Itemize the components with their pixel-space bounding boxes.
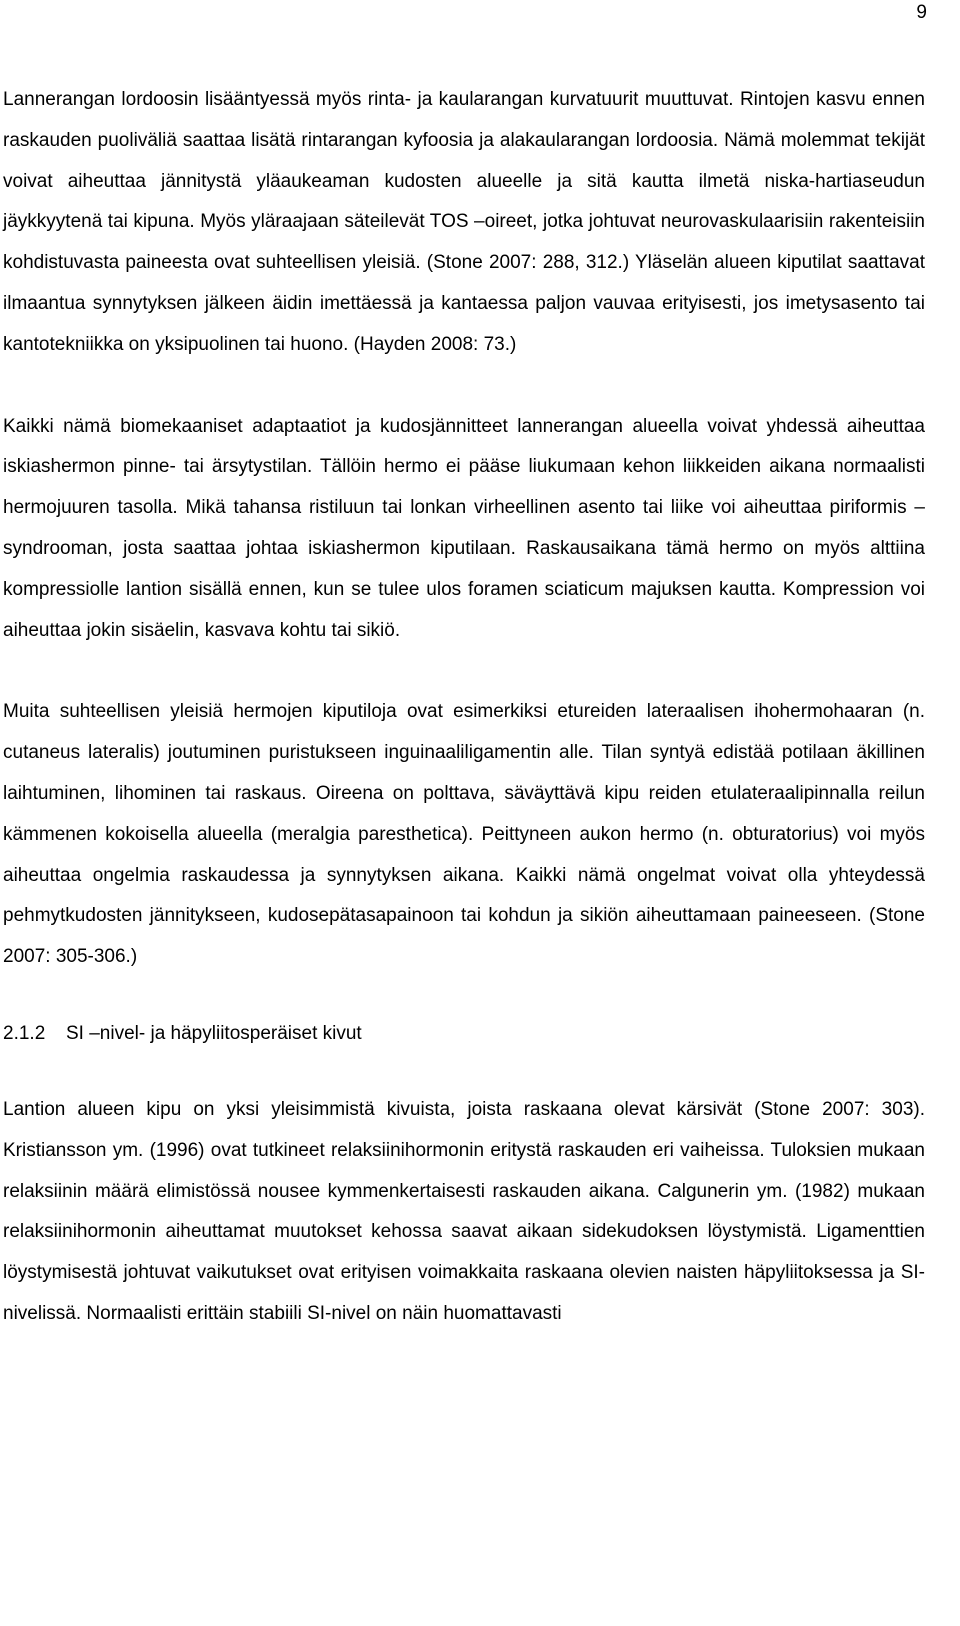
section-heading: [3, 1022, 925, 1046]
section-number: 2.1.2: [3, 1022, 46, 1044]
document-body: [3, 80, 925, 1335]
paragraph-spine-curvature: Lannerangan lordoosin lisääntyessä myös rinta- ja kaularangan kurvatuurit muuttuvat. Rintojen kasvu ennen raskauden puoliväliä saattaa lisätä rintarangan kyfoosia ja alakaularangan lordoosia. Nämä molemmat tekijät voivat aiheuttaa jännitystä yläaukeaman kudosten alueelle ja sitä kautta ilmetä niska-hartiaseudun jäykkyytenä tai kipuna. Myös yläraajaan säteilevät TOS –oireet, jotka johtuvat neurovaskulaarisiin rakenteisiin kohdistuvasta paineesta ovat suhteellisen yleisiä. (Stone 2007: 288, 312.) Yläselän alueen kiputilat saattavat ilmaantua synnytyksen jälkeen äidin imettäessä ja kantaessa paljon vauvaa erityisesti, jos imetysasento tai kantotekniikka on yksipuolinen tai huono. (Hayden 2008: 73.): [3, 89, 925, 355]
paragraph-nerve-pain: Muita suhteellisen yleisiä hermojen kiputiloja ovat esimerkiksi etureiden lateraalisen ihohermohaaran (n. cutaneus lateralis) joutuminen puristukseen inguinaaliligamentin alle. Tilan syntyä edistää potilaan äkillinen laihtuminen, lihominen tai raskaus. Oireena on polttava, säväyttävä kipu reiden etulateraalipinnalla reilun kämmenen kokoisella alueella (meralgia paresthetica). Peittyneen aukon hermo (n. obturatorius) voi myös aiheuttaa ongelmia raskaudessa ja synnytyksen aikana. Kaikki nämä ongelmat voivat olla yhteydessä pehmytkudosten jännitykseen, kudosepätasapainoon tai kohdun ja sikiön aiheuttamaan paineeseen. (Stone 2007: 305-306.): [3, 701, 925, 968]
paragraph-pelvic-pain: Lantion alueen kipu on yksi yleisimmistä kivuista, joista raskaana olevat kärsivät (Stone 2007: 303). Kristiansson ym. (1996) ovat tutkineet relaksiinihormonin eritystä raskauden eri vaiheissa. Tuloksien mukaan relaksiinin määrä elimistössä nousee kymmenkertaisesti raskauden aikana. Calgunerin ym. (1982) mukaan relaksiinihormonin aiheuttamat muutokset kehossa saavat aikaan sidekudoksen löystymistä. Ligamenttien löystymisestä johtuvat vaikutukset ovat erityisen voimakkaita raskaana olevien naisten häpyliitoksessa ja SI-nivelissä. Normaalisti erittäin stabiili SI-nivel on näin huomattavasti: [3, 1098, 925, 1324]
section-title: SI –nivel- ja häpyliitosperäiset kivut: [66, 1022, 362, 1044]
paragraph-sciatic-nerve: Kaikki nämä biomekaaniset adaptaatiot ja kudosjännitteet lannerangan alueella voivat yhdessä aiheuttaa iskiashermon pinne- tai ärsytystilan. Tällöin hermo ei pääse liukumaan kehon liikkeiden aikana normaalisti hermojuuren tasolla. Mikä tahansa ristiluun tai lonkan virheellinen asento tai liike voi aiheuttaa piriformis –syndrooman, josta saattaa johtaa iskiashermon kiputilaan. Raskausaikana tämä hermo on myös alttiina kompressiolle lantion sisällä ennen, kun se tulee ulos foramen sciaticum majuksen kautta. Kompression voi aiheuttaa jokin sisäelin, kasvava kohtu tai sikiö.: [3, 415, 925, 641]
page-number: 9: [916, 2, 927, 23]
